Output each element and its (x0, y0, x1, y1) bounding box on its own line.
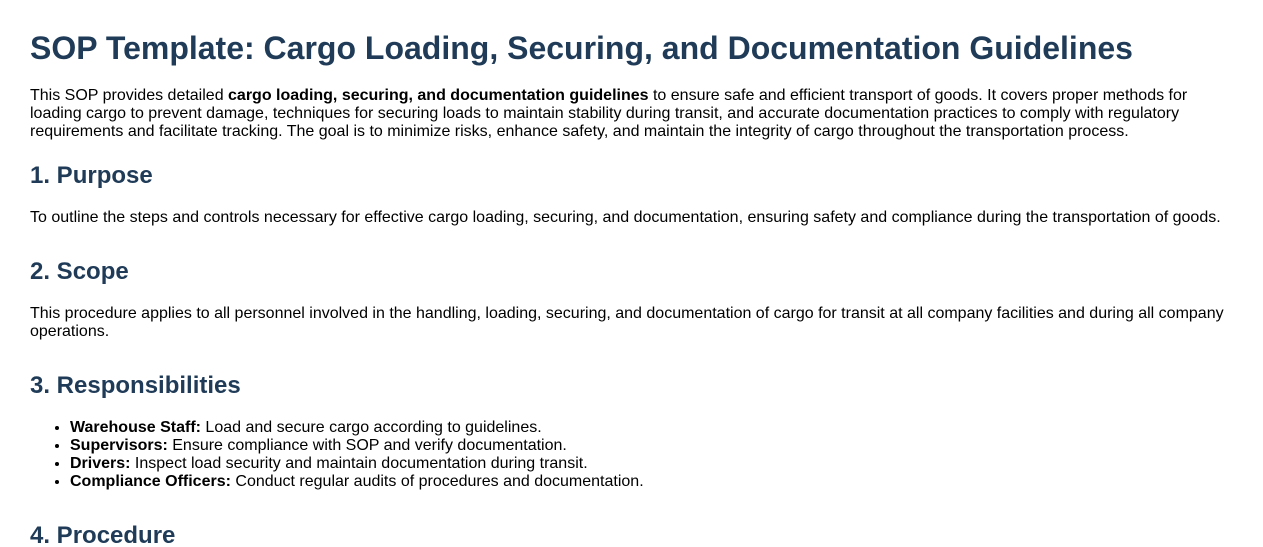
procedure-heading: 4. Procedure (30, 522, 176, 547)
role-description: Ensure compliance with SOP and verify documentation. (167, 437, 567, 454)
role-label: Warehouse Staff: (70, 419, 201, 436)
list-item (70, 419, 644, 437)
intro-text-bold: cargo loading, securing, and documentation guidelines (228, 87, 649, 104)
role-description: Conduct regular audits of procedures and documentation. (230, 473, 644, 490)
list-item (70, 455, 644, 473)
list-item (70, 473, 644, 491)
role-description: Load and secure cargo according to guidelines. (200, 419, 542, 436)
scope-heading: 2. Scope (30, 258, 129, 285)
list-item (70, 437, 644, 455)
responsibilities-heading: 3. Responsibilities (30, 372, 241, 399)
role-label: Drivers: (70, 455, 131, 472)
responsibilities-list (30, 419, 644, 491)
role-description: Inspect load security and maintain documentation during transit. (130, 455, 588, 472)
role-label: Supervisors: (70, 437, 168, 454)
role-label: Compliance Officers: (70, 473, 231, 490)
intro-text-before: This SOP provides detailed (30, 87, 229, 104)
purpose-text: To outline the steps and controls necessary for effective cargo loading, securing, and documentation, ensuring safety and compliance during the transportation of goods. (30, 209, 1221, 226)
intro-paragraph (30, 87, 1230, 141)
intro-text-after: to ensure safe and efficient transport of goods. It covers proper methods for loading cargo to prevent damage, techniques for securing loads to maintain stability during transit, and accurate documentation practices to comply with regulatory requirements and facilitate tracking. The goal is to minimize risks, enhance safety, and maintain the integrity of cargo throughout the transportation process. (30, 87, 1188, 140)
scope-text: This procedure applies to all personnel involved in the handling, loading, securing, and documentation of cargo for transit at all company facilities and during all company operations. (30, 305, 1224, 340)
page-title: SOP Template: Cargo Loading, Securing, and Documentation Guidelines (30, 30, 1133, 66)
purpose-heading: 1. Purpose (30, 162, 153, 189)
